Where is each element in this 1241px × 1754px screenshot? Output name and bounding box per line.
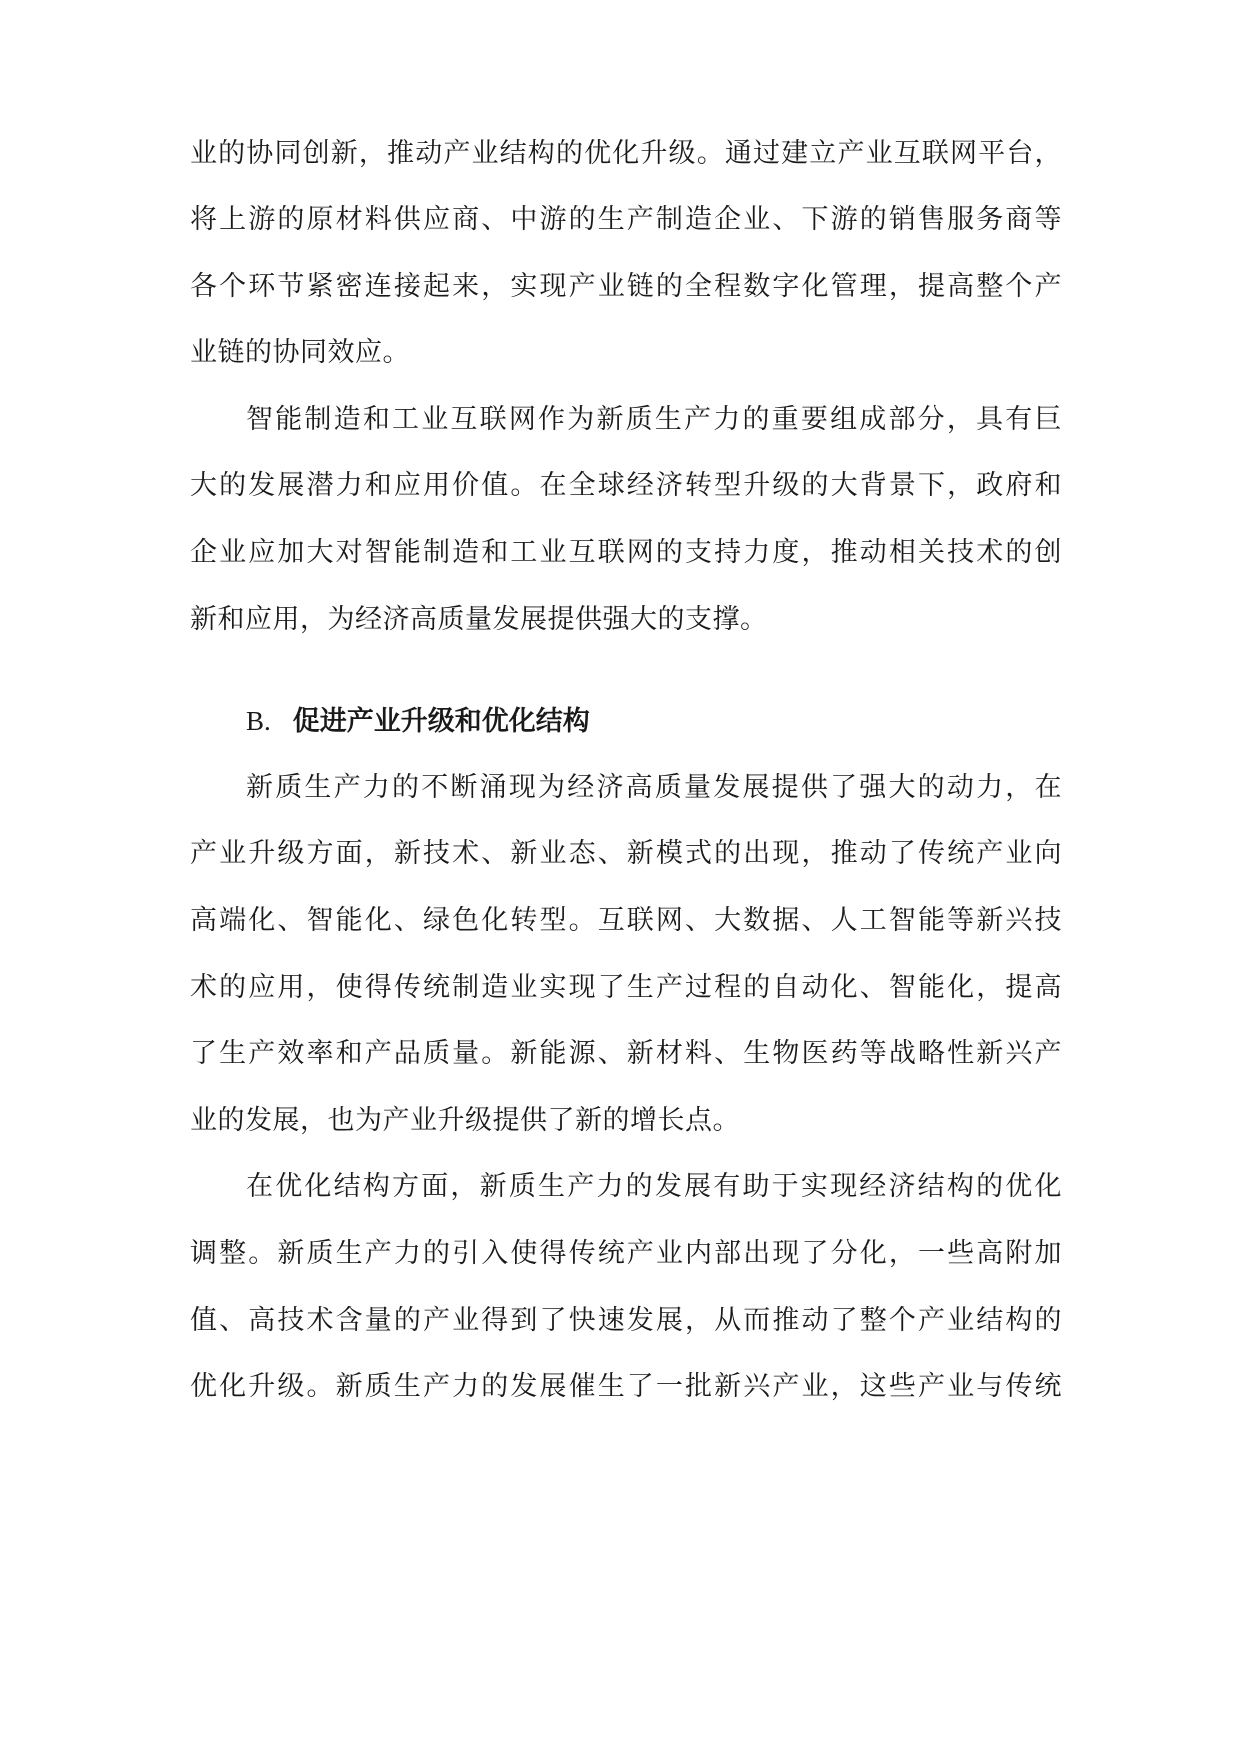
- paragraph-1-line-1: 业的协同创新，推动产业结构的优化升级。通过建立产业互联网平台，: [190, 138, 1062, 169]
- paragraph-3-line-5: 了生产效率和产品质量。新能源、新材料、生物医药等战略性新兴产: [190, 1038, 1062, 1069]
- paragraph-3-line-3: 高端化、智能化、绿色化转型。互联网、大数据、人工智能等新兴技: [190, 905, 1062, 936]
- paragraph-3-line-2: 产业升级方面，新技术、新业态、新模式的出现，推动了传统产业向: [190, 838, 1062, 869]
- paragraph-1-line-4: 业链的协同效应。: [190, 337, 410, 368]
- paragraph-1-line-3: 各个环节紧密连接起来，实现产业链的全程数字化管理，提高整个产: [190, 271, 1062, 302]
- section-number: B.: [246, 706, 271, 736]
- paragraph-3-line-6: 业的发展，也为产业升级提供了新的增长点。: [190, 1105, 740, 1136]
- paragraph-2-line-2: 大的发展潜力和应用价值。在全球经济转型升级的大背景下，政府和: [190, 470, 1062, 501]
- paragraph-4-line-3: 值、高技术含量的产业得到了快速发展，从而推动了整个产业结构的: [190, 1305, 1062, 1336]
- paragraph-4-line-4: 优化升级。新质生产力的发展催生了一批新兴产业，这些产业与传统: [190, 1371, 1062, 1402]
- section-heading: [246, 695, 590, 747]
- paragraph-2-line-3: 企业应加大对智能制造和工业互联网的支持力度，推动相关技术的创: [190, 537, 1062, 568]
- paragraph-2-line-4: 新和应用，为经济高质量发展提供强大的支撑。: [190, 604, 768, 635]
- paragraph-3-line-1: 新质生产力的不断涌现为经济高质量发展提供了强大的动力，在: [246, 772, 1062, 803]
- paragraph-4-line-2: 调整。新质生产力的引入使得传统产业内部出现了分化，一些高附加: [190, 1238, 1062, 1269]
- paragraph-1-line-2: 将上游的原材料供应商、中游的生产制造企业、下游的销售服务商等: [190, 204, 1062, 235]
- paragraph-2-line-1: 智能制造和工业互联网作为新质生产力的重要组成部分，具有巨: [246, 404, 1062, 435]
- section-title: 促进产业升级和优化结构: [292, 706, 590, 737]
- paragraph-4-line-1: 在优化结构方面，新质生产力的发展有助于实现经济结构的优化: [246, 1171, 1062, 1202]
- paragraph-3-line-4: 术的应用，使得传统制造业实现了生产过程的自动化、智能化，提高: [190, 972, 1062, 1003]
